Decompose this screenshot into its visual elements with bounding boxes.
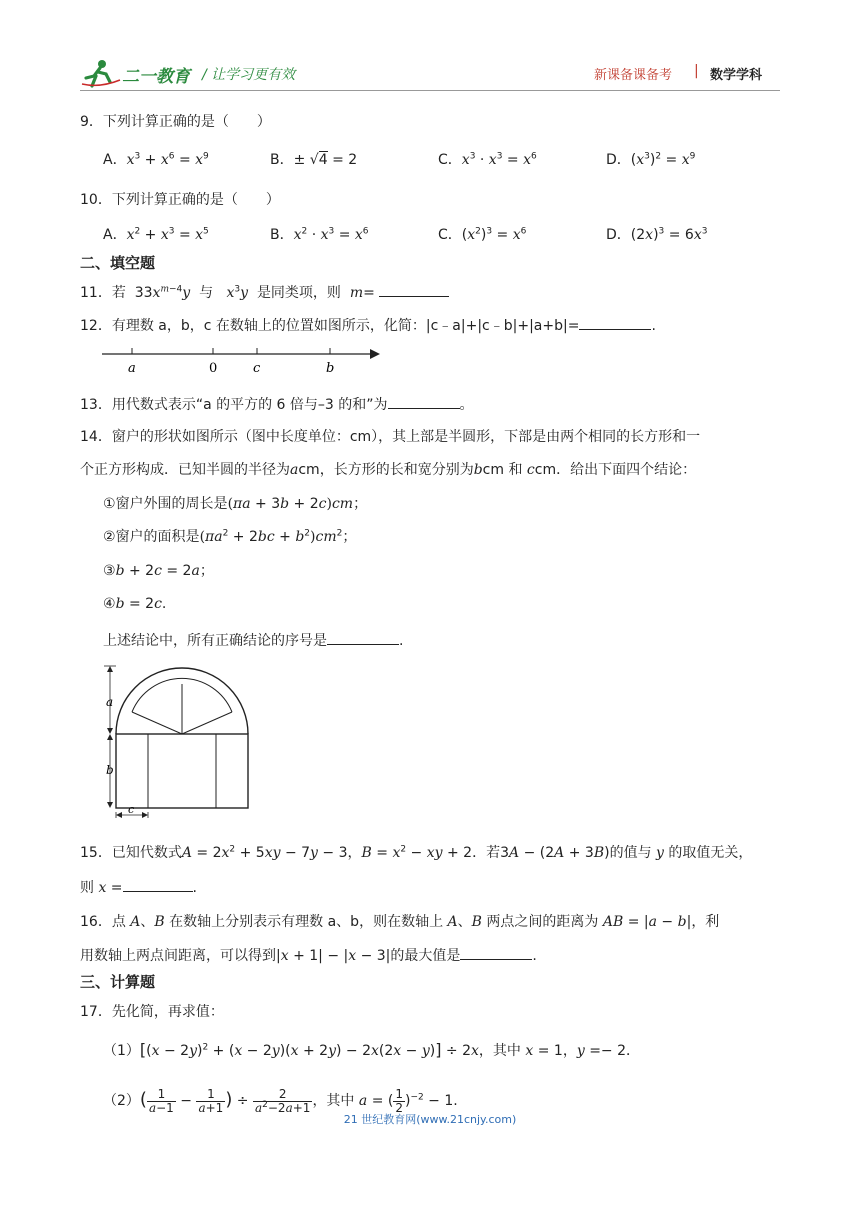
q15-line1: 15．已知代数式$A = 2x^2 + 5xy - 7y - 3$，$B = x^2$ − xy + 2．若3A − (2A + 3B)的值与 y 的取值无关，	[80, 844, 753, 861]
header-right-a: 新课备课备考	[594, 68, 673, 83]
q12-label-b: b	[326, 361, 335, 376]
q13: 13．用代数式表示“a 的平方的 6 倍与–3 的和”为 。	[80, 394, 474, 415]
q14-window-figure	[96, 664, 264, 820]
q9-stem: 9．下列计算正确的是（ ）	[80, 114, 271, 130]
q15-line2: 则 x = .	[80, 877, 197, 898]
q17-sub1: $(1)[(x - 2y)^2 + (x - 2y)(x + 2y) - 2x(2x - y)] \div 2x$，其中 x = 1，y =− 2．	[103, 1040, 641, 1059]
q14-conclusion-1: ①窗户外围的周长是(πa + 3b + 2c)cm；	[103, 496, 368, 512]
q14-line1: 14．窗户的形状如图所示（图中长度单位：cm），其上部是半圆形，下部是由两个相同的长方形和一	[80, 429, 701, 445]
header-rule	[80, 90, 780, 91]
q14-conclusion-4: ④b = 2c.	[103, 596, 167, 612]
q10-stem: 10．下列计算正确的是（ ）	[80, 192, 280, 208]
q12-stem: 12．有理数 a，b，c 在数轴上的位置如图所示，化简：|c﹣a|+|c﹣b|+|a+b|= .	[80, 315, 656, 336]
q12-label-c: c	[253, 361, 261, 376]
header-sep: |	[694, 63, 699, 79]
footer: 21 世纪教育网(www.21cnjy.com)	[343, 1113, 517, 1126]
q9-option-c: C．$x^3 \cdot x^3 = x^6$	[438, 151, 537, 168]
q9-option-a: A．$x^3 + x^6 = x^9$	[103, 151, 209, 168]
slogan: / 让学习更有效	[202, 67, 296, 83]
fig-label-c: c	[128, 803, 135, 816]
header	[80, 58, 780, 90]
section-fill-in-title: 二、填空题	[80, 254, 156, 272]
q12-label-0: 0	[209, 361, 218, 376]
q10-option-b: B．$x^2 \cdot x^3 = x^6$	[270, 226, 369, 243]
q17-sub2: （2）( $\frac{1}{a-1}$ − $\frac{1}{a+1}$ ) ÷ $\frac{2}{a^2-2a+1}$ ，其中 a = ( $\frac{1}{2}$ )$^{-2}$ − 1.	[103, 1086, 458, 1115]
logo-text: 二一教育	[122, 67, 190, 87]
fig-label-b: b	[106, 763, 114, 777]
section-calc-title: 三、计算题	[80, 973, 156, 991]
q14-conclusion-3: ③b + 2c = 2a；	[103, 563, 214, 579]
q14-conclusion-prompt: 上述结论中，所有正确结论的序号是 .	[103, 630, 403, 651]
q11: 11．若 $33x^{m-4}y$ 与 $x^3y$ 是同类项，则 m=	[80, 282, 449, 303]
q12-number-line	[100, 342, 385, 376]
q14-line2: 个正方形构成．已知半圆的半径为acm，长方形的长和宽分别为bcm 和 ccm．给出下面四个结论：	[80, 462, 697, 478]
q10-option-d: D．$(2x)^3 = 6x^3$	[606, 226, 708, 243]
q14-conclusion-2: ②窗户的面积是$(\pi a^2 + 2bc + b^2)cm^2$；	[103, 528, 357, 545]
q17-stem: 17．先化简，再求值：	[80, 1004, 224, 1020]
q10-option-c: C．$(x^2)^3 = x^6$	[438, 226, 527, 243]
q12-label-a: a	[128, 361, 136, 376]
q10-option-a: A．$x^2 + x^3 = x^5$	[103, 226, 209, 243]
q16-line1: 16．点 A、B 在数轴上分别表示有理数 a、b，则在数轴上 A、B 两点之间的距离为 AB = |a − b|，利	[80, 914, 720, 930]
fig-label-a: a	[106, 695, 114, 709]
header-right-b: 数学学科	[710, 68, 763, 83]
q16-line2: 用数轴上两点间距离，可以得到|x + 1| − |x − 3|的最大值是 .	[80, 945, 537, 966]
q9-option-d: D．$(x^3)^2 = x^9$	[606, 151, 696, 168]
runner-logo-icon	[80, 58, 124, 88]
q9-option-b: B．± √4 = 2	[270, 152, 358, 168]
